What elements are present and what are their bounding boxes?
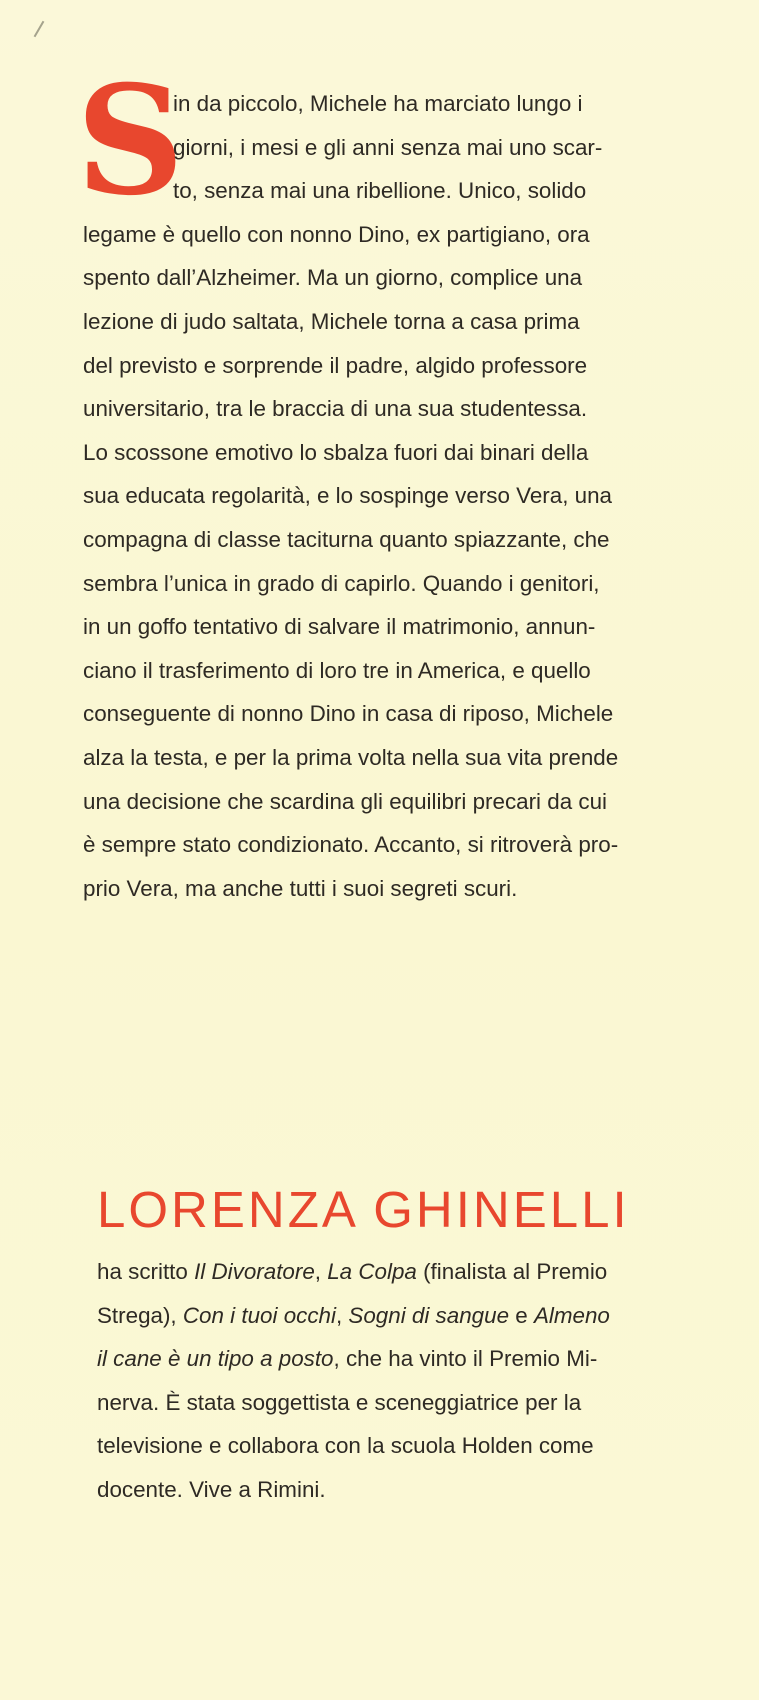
bio-line: televisione e collabora con la scuola Holden come: [97, 1433, 594, 1459]
synopsis-line: una decisione che scardina gli equilibri precari da cui: [83, 788, 607, 814]
synopsis-line: in un goffo tentativo di salvare il matrimonio, annun-: [83, 614, 596, 640]
author-name-heading: LORENZA GHINELLI: [97, 1181, 630, 1238]
book-title: Il Divoratore: [194, 1259, 315, 1284]
synopsis-line: universitario, tra le braccia di una sua studentessa.: [83, 396, 588, 422]
book-title: Con i tuoi occhi: [182, 1302, 336, 1328]
synopsis-line: sua educata regolarità, e lo sospinge verso Vera, una: [83, 483, 613, 509]
book-title: il cane è un tipo a posto: [97, 1346, 334, 1372]
author-bio: [97, 1250, 697, 1512]
bio-text: ,: [314, 1259, 328, 1284]
bio-text: ha scritto: [97, 1259, 195, 1284]
book-title: Sogni di sangue: [348, 1302, 510, 1328]
synopsis-line: del previsto e sorprende il padre, algido professore: [83, 352, 588, 378]
pen-mark: [34, 21, 45, 38]
synopsis-line: ciano il trasferimento di loro tre in America, e quello: [83, 657, 591, 683]
synopsis-line: lezione di judo saltata, Michele torna a casa prima: [83, 308, 580, 334]
bio-text: e: [509, 1302, 534, 1328]
bio-text: , che ha vinto il Premio Mi-: [333, 1346, 598, 1372]
bio-line: docente. Vive a Rimini.: [97, 1476, 326, 1502]
bio-text: (finalista al Premio: [416, 1259, 608, 1284]
drop-cap-letter: S: [76, 53, 185, 229]
synopsis-line: in da piccolo, Michele ha marciato lungo i: [173, 91, 583, 116]
synopsis-line: compagna di classe taciturna quanto spiazzante, che: [83, 526, 610, 552]
synopsis-line: giorni, i mesi e gli anni senza mai uno scar-: [173, 134, 603, 160]
bio-line: [97, 1337, 697, 1381]
synopsis-line: sembra l’unica in grado di capirlo. Quando i genitori,: [83, 570, 600, 596]
synopsis-line: to, senza mai una ribellione. Unico, solido: [173, 178, 587, 204]
synopsis-text: [83, 82, 683, 910]
bio-line: [97, 1294, 697, 1338]
synopsis-line: spento dall’Alzheimer. Ma un giorno, complice una: [83, 265, 583, 291]
book-title: Almeno: [533, 1302, 610, 1328]
bio-text: ,: [335, 1302, 349, 1328]
bio-text: Strega),: [97, 1302, 183, 1328]
synopsis-line: prio Vera, ma anche tutti i suoi segreti scuri.: [83, 875, 518, 901]
bio-line: nerva. È stata soggettista e sceneggiatrice per la: [97, 1389, 582, 1415]
synopsis-line: è sempre stato condizionato. Accanto, si ritroverà pro-: [83, 832, 619, 858]
synopsis-line: Lo scossone emotivo lo sbalza fuori dai binari della: [83, 439, 589, 465]
synopsis-line: conseguente di nonno Dino in casa di riposo, Michele: [83, 701, 614, 727]
bio-line: [97, 1250, 697, 1294]
synopsis-line: alza la testa, e per la prima volta nella sua vita prende: [83, 744, 619, 770]
synopsis-line: legame è quello con nonno Dino, ex partigiano, ora: [83, 221, 590, 247]
book-title: La Colpa: [327, 1259, 417, 1284]
